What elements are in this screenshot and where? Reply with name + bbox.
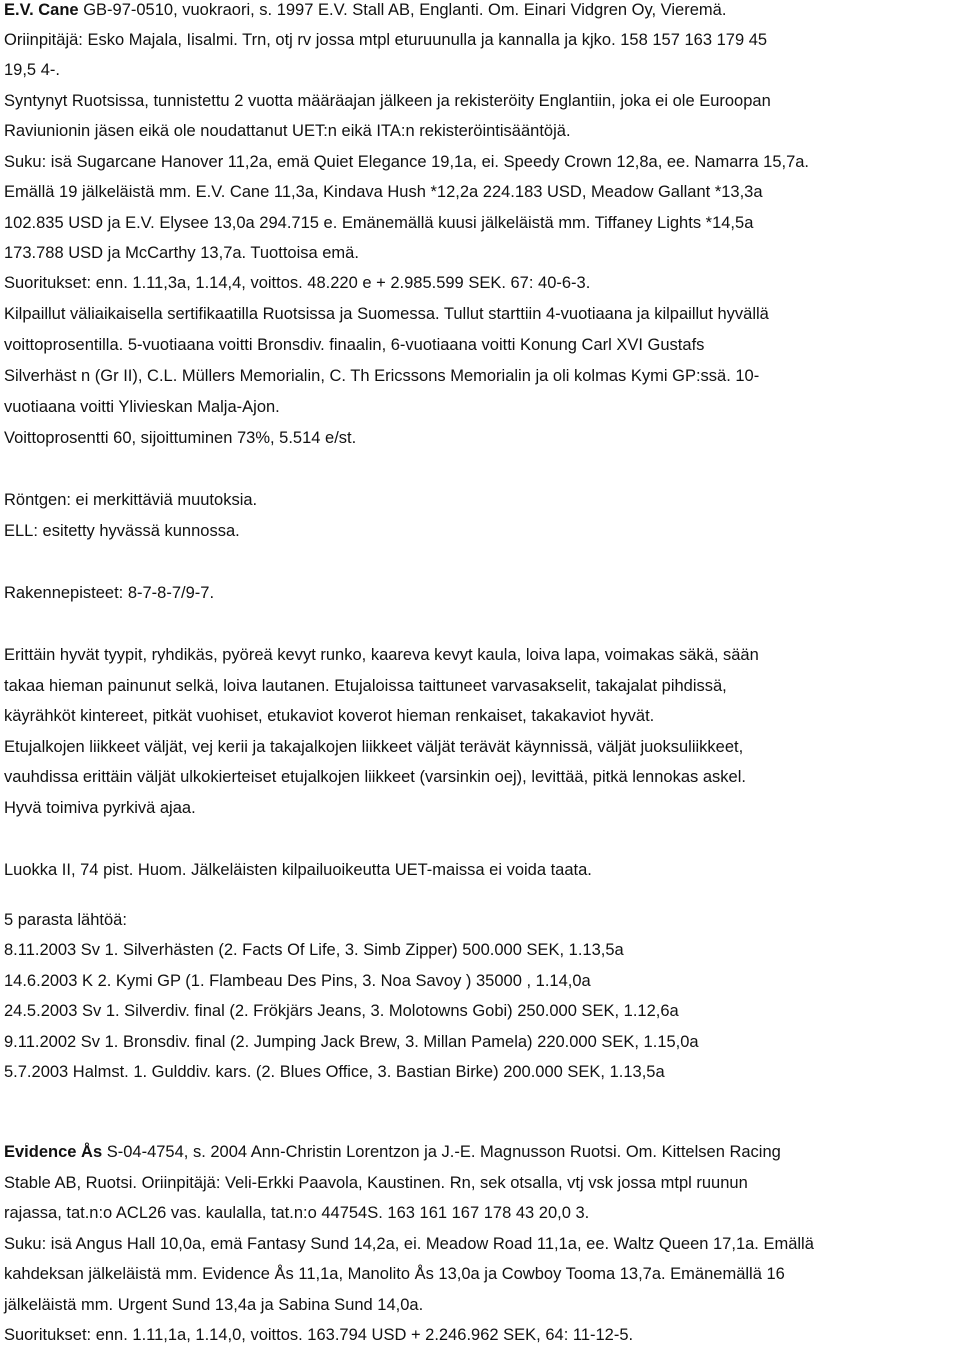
- text-segment: voittoprosentilla. 5-vuotiaana voitti Bronsdiv. finaalin, 6-vuotiaana voitti Konung Carl XVI Gustafs: [4, 336, 705, 354]
- text-line: [4, 30, 767, 50]
- text-segment: käyrähköt kintereet, pitkät vuohiset, etukaviot koverot hieman renkaiset, takakaviot hyvät.: [4, 707, 655, 725]
- text-segment: 173.788 USD ja McCarthy 13,7a. Tuottoisa emä.: [4, 244, 359, 262]
- text-line: [4, 676, 727, 696]
- horse-name: E.V. Cane: [4, 1, 79, 19]
- text-line: [4, 706, 654, 726]
- text-line: [4, 1032, 699, 1052]
- text-line: [4, 521, 240, 541]
- text-line: [4, 645, 759, 665]
- text-line: [4, 798, 196, 818]
- text-segment: 8.11.2003 Sv 1. Silverhästen (2. Facts Of Life, 3. Simb Zipper) 500.000 SEK, 1.13,5a: [4, 941, 624, 959]
- text-segment: Suoritukset: enn. 1.11,3a, 1.14,4, voittos. 48.220 e + 2.985.599 SEK. 67: 40-6-3.: [4, 274, 591, 292]
- text-segment: Emällä 19 jälkeläistä mm. E.V. Cane 11,3a, Kindava Hush *12,2a 224.183 USD, Meadow Gallant *13,3a: [4, 183, 763, 201]
- text-segment: 102.835 USD ja E.V. Elysee 13,0a 294.715 e. Emänemällä kuusi jälkeläistä mm. Tiffaney Lights *14,5a: [4, 214, 754, 232]
- horse-name: Evidence Ås: [4, 1143, 103, 1161]
- text-line: [4, 1062, 665, 1082]
- text-line: [4, 428, 356, 448]
- text-segment: Rakennepisteet: 8-7-8-7/9-7.: [4, 584, 215, 602]
- text-line: [4, 767, 746, 787]
- text-segment: 19,5 4-.: [4, 61, 60, 79]
- text-line: [4, 910, 127, 930]
- text-line: [4, 737, 743, 757]
- text-line: [4, 304, 769, 324]
- text-segment: Suku: isä Angus Hall 10,0a, emä Fantasy Sund 14,2a, ei. Meadow Road 11,1a, ee. Waltz Queen 17,1a. Emällä: [4, 1235, 814, 1253]
- text-line: [4, 1295, 423, 1315]
- text-line: [4, 121, 571, 141]
- text-line: [4, 243, 359, 263]
- text-segment: 5 parasta lähtöä:: [4, 911, 127, 929]
- text-segment: Oriinpitäjä: Esko Majala, Iisalmi. Trn, otj rv jossa mtpl eturuunulla ja kannalla ja kjko. 158 157 163 179 45: [4, 31, 768, 49]
- text-segment: 9.11.2002 Sv 1. Bronsdiv. final (2. Jumping Jack Brew, 3. Millan Pamela) 220.000 SEK, 1.15,0a: [4, 1033, 699, 1051]
- text-segment: Luokka II, 74 pist. Huom. Jälkeläisten kilpailuoikeutta UET-maissa ei voida taata.: [4, 861, 592, 879]
- text-segment: 5.7.2003 Halmst. 1. Gulddiv. kars. (2. Blues Office, 3. Bastian Birke) 200.000 SEK, 1.13,5a: [4, 1063, 665, 1081]
- text-line: [4, 152, 809, 172]
- text-line: [4, 0, 726, 20]
- text-segment: kahdeksan jälkeläistä mm. Evidence Ås 11,1a, Manolito Ås 13,0a ja Cowboy Tooma 13,7a. Emänemällä 16: [4, 1265, 785, 1283]
- text-segment: Suoritukset: enn. 1.11,1a, 1.14,0, voittos. 163.794 USD + 2.246.962 SEK, 64: 11-12-5.: [4, 1326, 634, 1344]
- text-line: [4, 1001, 679, 1021]
- text-line: [4, 1264, 785, 1284]
- text-segment: Silverhäst n (Gr II), C.L. Müllers Memorialin, C. Th Ericssons Memorialin ja oli kolmas Kymi GP:ssä. 10-: [4, 367, 760, 385]
- text-segment: Röntgen: ei merkittäviä muutoksia.: [4, 491, 258, 509]
- text-segment: Hyvä toimiva pyrkivä ajaa.: [4, 799, 196, 817]
- text-segment: Erittäin hyvät tyypit, ryhdikäs, pyöreä kevyt runko, kaareva kevyt kaula, loiva lapa, voimakas säkä, sään: [4, 646, 759, 664]
- text-segment: GB-97-0510, vuokraori, s. 1997 E.V. Stall AB, Englanti. Om. Einari Vidgren Oy, Vieremä.: [78, 1, 727, 19]
- text-segment: Raviunionin jäsen eikä ole noudattanut UET:n eikä ITA:n rekisteröintisääntöjä.: [4, 122, 571, 140]
- text-segment: Stable AB, Ruotsi. Oriinpitäjä: Veli-Erkki Paavola, Kaustinen. Rn, sek otsalla, vtj vsk jossa mtpl ruunun: [4, 1174, 748, 1192]
- text-line: [4, 971, 591, 991]
- text-segment: vuotiaana voitti Ylivieskan Malja-Ajon.: [4, 398, 280, 416]
- text-line: [4, 182, 763, 202]
- text-line: [4, 940, 624, 960]
- text-line: [4, 1203, 589, 1223]
- text-segment: takaa hieman painunut selkä, loiva lautanen. Etujaloissa taittuneet varvasakselit, takajalat pihdissä,: [4, 677, 727, 695]
- text-segment: rajassa, tat.n:o ACL26 vas. kaulalla, tat.n:o 44754S. 163 161 167 178 43 20,0 3.: [4, 1204, 590, 1222]
- text-line: [4, 91, 771, 111]
- text-segment: Suku: isä Sugarcane Hanover 11,2a, emä Quiet Elegance 19,1a, ei. Speedy Crown 12,8a, ee. Namarra 15,7a.: [4, 153, 810, 171]
- text-segment: vauhdissa erittäin väljät ulkokierteiset etujalkojen liikkeet (varsinkin oej), levittää, pitkä lennokas askel.: [4, 768, 746, 786]
- text-line: [4, 273, 590, 293]
- text-line: [4, 335, 704, 355]
- text-segment: Syntynyt Ruotsissa, tunnistettu 2 vuotta määräajan jälkeen ja rekisteröity Englantiin, joka ei ole Euroopan: [4, 92, 771, 110]
- text-segment: 14.6.2003 K 2. Kymi GP (1. Flambeau Des Pins, 3. Noa Savoy ) 35000 , 1.14,0a: [4, 972, 591, 990]
- text-segment: Kilpaillut väliaikaisella sertifikaatilla Ruotsissa ja Suomessa. Tullut starttiin 4-vuotiaana ja kilpaillut hyvällä: [4, 305, 769, 323]
- text-line: [4, 860, 592, 880]
- text-line: [4, 366, 759, 386]
- text-line: [4, 583, 214, 603]
- text-line: [4, 1142, 781, 1162]
- text-segment: ELL: esitetty hyvässä kunnossa.: [4, 522, 240, 540]
- text-segment: Etujalkojen liikkeet väljät, vej kerii ja takajalkojen liikkeet väljät terävät käynnissä, väljät juoksuliikkeet,: [4, 738, 744, 756]
- text-line: [4, 1234, 814, 1254]
- text-line: [4, 1173, 748, 1193]
- text-line: [4, 60, 60, 80]
- text-segment: S-04-4754, s. 2004 Ann-Christin Lorentzon ja J.-E. Magnusson Ruotsi. Om. Kittelsen Racing: [102, 1143, 781, 1161]
- text-segment: 24.5.2003 Sv 1. Silverdiv. final (2. Frökjärs Jeans, 3. Molotowns Gobi) 250.000 SEK, 1.12,6a: [4, 1002, 679, 1020]
- text-line: [4, 397, 280, 417]
- text-segment: Voittoprosentti 60, sijoittuminen 73%, 5.514 e/st.: [4, 429, 357, 447]
- text-line: [4, 213, 753, 233]
- text-line: [4, 490, 257, 510]
- text-segment: jälkeläistä mm. Urgent Sund 13,4a ja Sabina Sund 14,0a.: [4, 1296, 424, 1314]
- text-line: [4, 1325, 633, 1345]
